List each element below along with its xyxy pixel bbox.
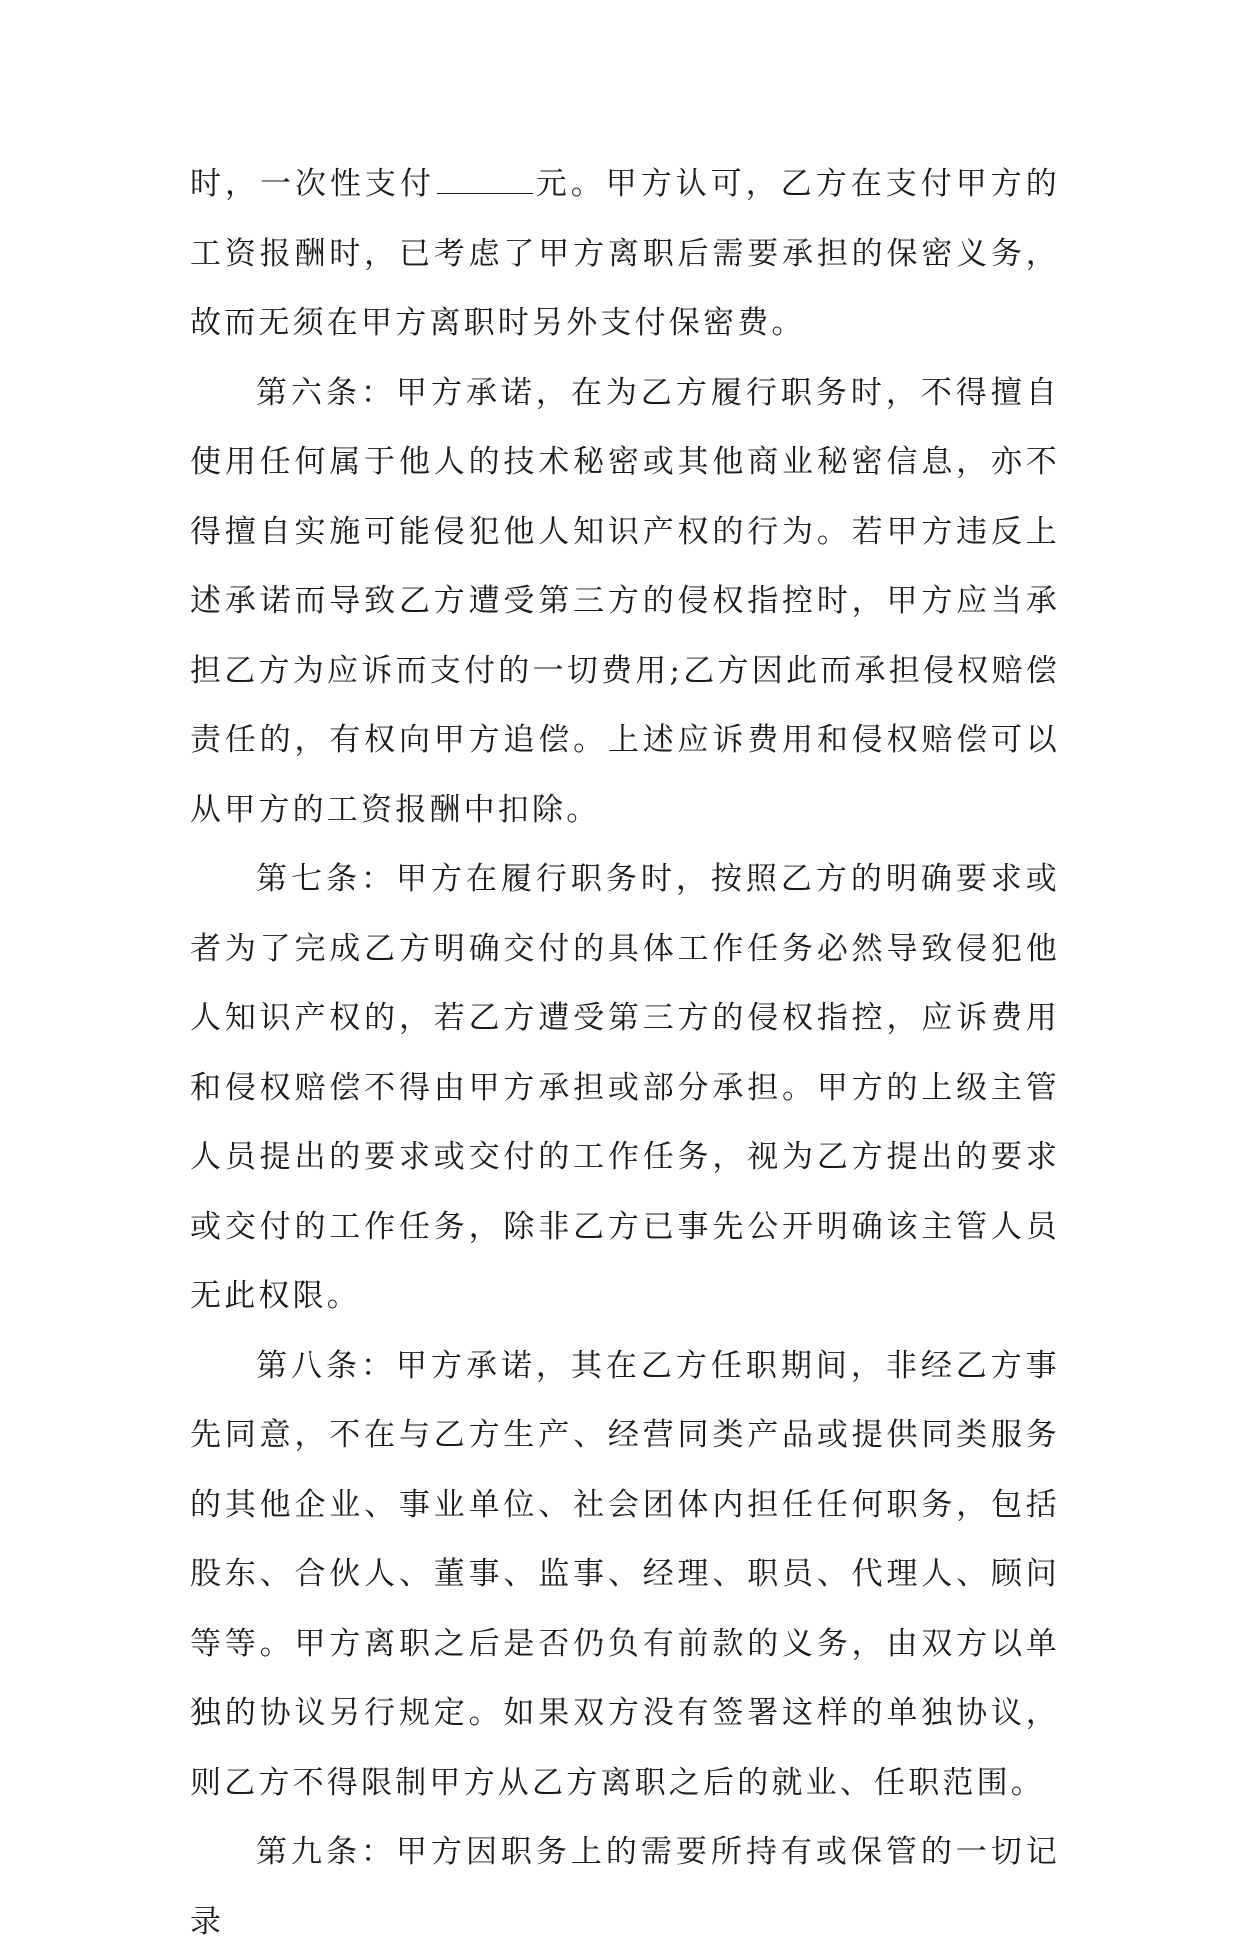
fill-in-blank — [437, 171, 533, 194]
article-9-paragraph: 第九条：甲方因职务上的需要所持有或保管的一切记录 — [190, 1834, 1060, 1940]
paragraph-text-before-blank: 时，一次性支付 — [190, 166, 435, 202]
article-7-paragraph: 第七条：甲方在履行职务时，按照乙方的明确要求或者为了完成乙方明确交付的具体工作任务必然导致侵犯他人知识产权的，若乙方遭受第三方的侵权指控，应诉费用和侵权赔偿不得由甲方承担或部分承担。甲方的上级主管人员提出的要求或交付的工作任务，视为乙方提出的要求或交付的工作任务，除非乙方已事先公开明确该主管人员无此权限。 — [190, 861, 1060, 1314]
paragraph-text-after-blank: 元。甲方认可，乙方在支付甲方的工资报酬时，已考虑了甲方离职后需要承担的保密义务，故而无须在甲方离职时另外支付保密费。 — [190, 166, 1060, 341]
document-body — [190, 150, 1060, 1957]
paragraph-continued — [190, 150, 1060, 359]
article-6-paragraph: 第六条：甲方承诺，在为乙方履行职务时，不得擅自使用任何属于他人的技术秘密或其他商业秘密信息，亦不得擅自实施可能侵犯他人知识产权的行为。若甲方违反上述承诺而导致乙方遭受第三方的侵权指控时，甲方应当承担乙方为应诉而支付的一切费用;乙方因此而承担侵权赔偿责任的，有权向甲方追偿。上述应诉费用和侵权赔偿可以从甲方的工资报酬中扣除。 — [190, 374, 1060, 828]
article-8-paragraph: 第八条：甲方承诺，其在乙方任职期间，非经乙方事先同意，不在与乙方生产、经营同类产品或提供同类服务的其他企业、事业单位、社会团体内担任任何职务，包括股东、合伙人、董事、监事、经理、职员、代理人、顾问等等。甲方离职之后是否仍负有前款的义务，由双方以单独的协议另行规定。如果双方没有签署这样的单独协议，则乙方不得限制甲方从乙方离职之后的就业、任职范围。 — [190, 1347, 1060, 1801]
